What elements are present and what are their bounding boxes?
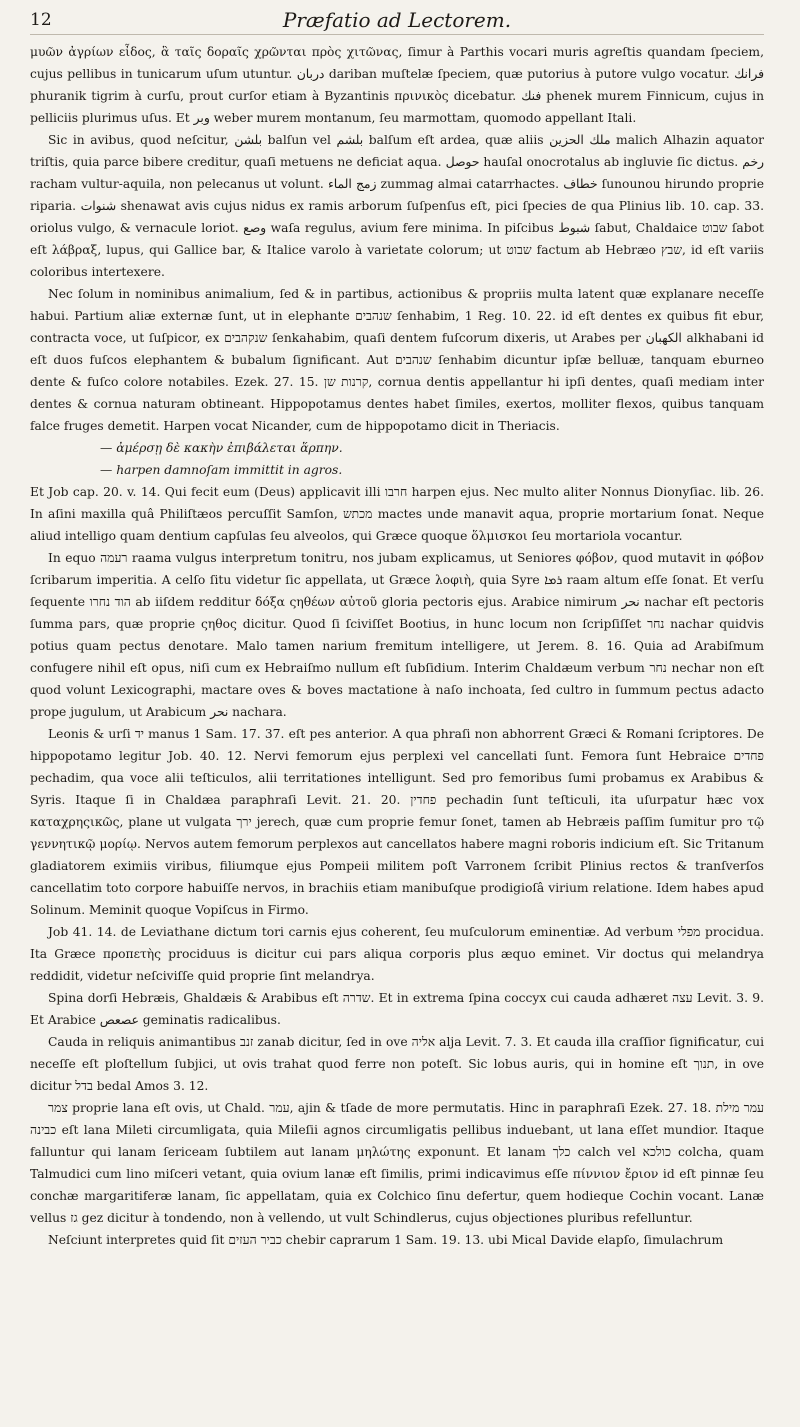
paragraph-horse-mane: In equo רעמה raama vulgus interpretum tonitru, nos jubam explicamus, ut Seniores φόβον, quod mutavit in φόβον ſcribarum imperitia. A celſo ſitu videtur ſic appellata, ut Græce λοφιὴ, quia Syre ܪܡܐ raam altum eſſe ſonat. Et verſu ſequente הוד נחרו ab iiſdem redditur δόξα ςηθέων αὐτοῦ gloria pectoris ejus. Arabice nimirum نحر nachar eſt pectoris ſumma pars, quæ proprie ςηθος dicitur. Quod ſi ſciviſſet Bootius, in hunc locum non ſcripſiſſet נחר nachar quidvis potius quam pectus denotare. Malo tamen narium fremitum intelligere, ut Jerem. 8. 16. Quia ad Arabiſmum confugere nihil eſt opus, niſi cum ex Hebraiſmo nullum eſt ſubſidium. Interim Chaldæum verbum נחר nechar non eſt quod volunt Lexicographi, mactare oves & boves mactatione à naſo inchoata, ſed cultro in ſummum pectus adacto prope jugulum, ut Arabicum نحر nachara. (30, 551, 764, 719)
page-header (30, 8, 764, 35)
paragraph-spine: Spina dorſi Hebræis, Ghaldæis & Arabibus eſt שדרה. Et in extrema ſpina coccyx cui cauda adhæret עצה Levit. 3. 9. Et Arabice عصعص geminatis radicalibus. (30, 991, 764, 1027)
page-number: 12 (30, 10, 52, 30)
paragraph-birds-fishes: Sic in avibus, quod neſcitur, بلشن balſun vel بلشم balſum eſt ardea, quæ aliis ملك الحزين malich Alhazin aquator triſtis, quia parce bibere creditur, quaſi metuens ne deficiat aqua. حوصل hauſal onocrotalus ab ingluvie ſic dictus. رخم racham vultur-aquila, non pelecanus ut volunt. زمج الماء zummag almai catarrhactes. خطاف ſunounou hirundo proprie riparia. شنوات shenawat avis cujus nidus ex ramis arborum ſuſpenſus eſt, pici ſpecies de qua Plinius lib. 10. cap. 33. oriolus vulgo, & vernacule loriot. وصع waſa regulus, avium fere minima. In piſcibus شبوط ſabut, Chaldaice שבוט ſabot eſt λάβραξ, lupus, qui Gallice bar, & Italice varolo à varietate colorum; ut שבוט factum ab Hebræo שבץ, id eſt variis coloribus intertexere. (30, 133, 764, 279)
paragraph-leviathan: Job 41. 14. de Leviathane dictum tori carnis ejus coherent, ſeu muſculorum eminentiæ. Ad verbum מפלי procidua. Ita Græce προπετὴς prociduus is dicitur cui pars aliqua corporis plus æquo eminet. Vir doctus qui melandrya reddidit, videtur neſciviſſe quid proprie ſint melandrya. (30, 925, 764, 983)
paragraph-skins: μυῶν ἀγρίων εἶδος, ἃ ταῖς δοραῖς χρῶνται πρὸς χιτῶνας, ſimur à Parthis vocari muris agreſtis quandam ſpeciem, cujus pellibus in tunicarum uſum utuntur. دربان dariban muſtelæ ſpeciem, quæ putorius à putore vulgo vocatur. فرانك phuranik tigrim à curſu, prout curſor etiam à Byzantinis πρινικὸς dicebatur. فنك phenek murem Finnicum, cujus in pelliciis plurimus uſus. Et وبر weber murem montanum, ſeu marmottam, quomodo appellant Itali. (30, 45, 765, 125)
paragraph-job-harpen: Et Job cap. 20. v. 14. Qui fecit eum (Deus) applicavit illi חרבו harpen ejus. Nec multo aliter Nonnus Dionyſiac. lib. 26. In aſini maxilla quâ Philiſtæos percuſſit Samſon, מכתש mactes unde manavit aqua, proprie mortarium ſonat. Neque aliud intelligo quam dentium capſulas ſeu alveolos, qui Græce quoque ὅλμισκοι ſeu mortariola vocantur. (30, 485, 764, 543)
verse-greek-quote: — ἀμέρσῃ δὲ κακὴν ἐπιβάλεται ἅρπην. (100, 441, 343, 455)
paragraph-wool: צמר proprie lana eſt ovis, ut Chald. עמר, ajin & tſade de more permutatis. Hinc in paraphraſi Ezek. 27. 18. עמר מילת כבינה eſt lana Mileti circumligata, quia Mileſii agnos circumligatis pellibus induebant, ut lana eſſet mundior. Itaque falluntur qui lanam ſericeam ſubtilem aut lanam μηλώτης exponunt. Et lanam כלך calch vel כולכא colcha, quam Talmudici cum lino miſceri vetant, quia ovium lanæ eſt ſimilis, primi indicavimus eſſe πίννιον ἔριον id eſt pinnæ ſeu conchæ margaritiferæ lanam, ſic appellatam, quia ex Colchico ſinu defertur, quem hodieque Cochin vocant. Lanæ vellus גז gez dicitur à tondendo, non à vellendo, ut vult Schindlerus, cujus objectiones pluribus refelluntur. (30, 1101, 765, 1225)
running-title: Præfatio ad Lectorem. (282, 8, 512, 32)
paragraph-lion-paw: Leonis & urſi יד manus 1 Sam. 17. 37. eſt pes anterior. A qua phraſi non abhorrent Græci & Romani ſcriptores. De hippopotamo legitur Job. 40. 12. Nervi femorum ejus perplexi vel cancellati ſunt. Femora ſunt Hebraice פחדים pechadim, qua voce alii teſticulos, alii territationes intelligunt. Sed pro femoribus ſumi probamus ex Arabibus & Syris. Itaque ſi in Chaldæa paraphraſi Levit. 21. 20. פחדין pechadin ſunt teſticuli, ita uſurpatur hæc vox καταχρηςικῶς, plane ut vulgata ירך jerech, quæ cum proprie femur ſonet, tamen ab Hebræis paſſim ſumitur pro τῷ γεννητικῷ μορίῳ. Nervos autem femorum perplexos aut cancellatos habere magni roboris indicium eſt. Sic Tritanum gladiatorem eximiis viribus, filiumque ejus Pompeii militem poſt Varronem ſcribit Plinius rectos & tranſverſos cancellatim toto corpore habuiſſe nervos, in brachiis etiam manibuſque prodigioſâ virium relatione. Idem habes apud Solinum. Meminit quoque Vopiſcus in Firmo. (30, 727, 765, 917)
paragraph-tail: Cauda in reliquis animantibus זנב zanab dicitur, ſed in ove אליה alja Levit. 7. 3. Et cauda illa craſſior ſignificatur, cui neceſſe eſt ploſtellum ſubjici, ut ovis trahat quod ferre non poteſt. Sic lobus auris, qui in homine eſt תנוך, in ove dicitur בדל bedal Amos 3. 12. (30, 1035, 765, 1093)
page-body (30, 41, 764, 1251)
paragraph-elephant-teeth: Nec ſolum in nominibus animalium, ſed & in partibus, actionibus & propriis multa latent quæ explanare neceſſe habui. Partium aliæ externæ ſunt, ut in elephante שנהבים ſenhabim, 1 Reg. 10. 22. id eſt dentes ex quibus fit ebur, contracta voce, ut ſuſpicor, ex שנקהבים ſenkahabim, quaſi dentem fuſcorum dixeris, ut Arabes per الكهبان alkhabani id eſt duos fuſcos elephantem & bubalum ſignificant. Aut שנהבים ſenhabim dicuntur ipſæ belluæ, tanquam eburneo dente & fuſco colore notabiles. Ezek. 27. 15. קרנות שן, cornua dentis appellantur hi ipſi dentes, quaſi mediam inter dentes & cornua naturam obtineant. Hippopotamus dentes habet ſimiles, exertos, molliter flexos, quibus tanquam falce fruges demetit. Harpen vocat Nicander, cum de hippopotamo dicit in Theriacis. (30, 287, 765, 433)
paragraph-goats: Neſciunt interpretes quid ſit כביר העזים chebir caprarum 1 Sam. 19. 13. ubi Mical Davide elapſo, ſimulachrum (48, 1233, 724, 1247)
verse-latin-quote: — harpen damnoſam immittit in agros. (100, 463, 343, 477)
